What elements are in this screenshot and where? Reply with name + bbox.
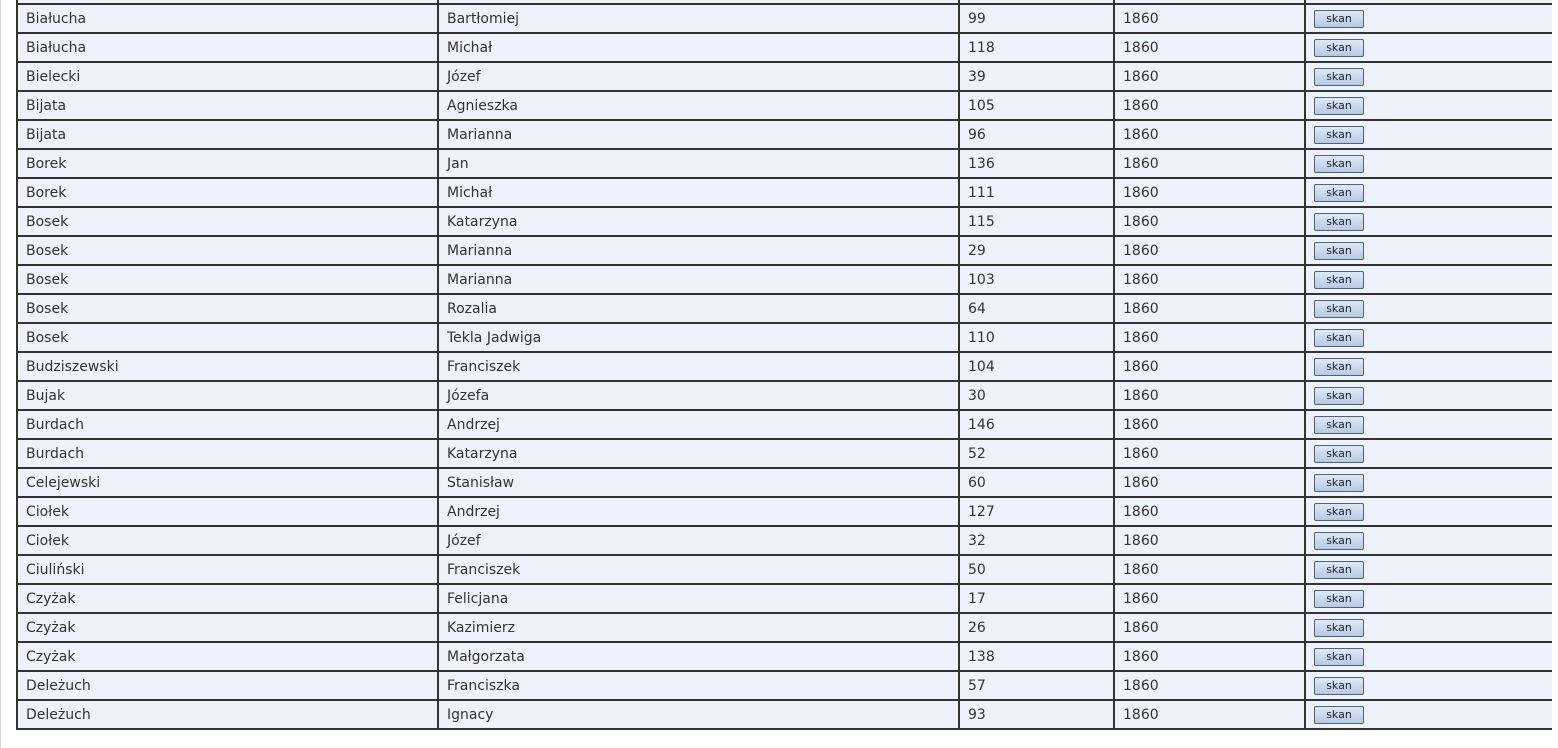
year-cell: [1114, 120, 1305, 149]
table-row: [17, 439, 1554, 468]
given-name-cell: [438, 671, 959, 700]
surname-text: Bielecki: [26, 68, 81, 85]
record-number-cell: [959, 642, 1114, 671]
given-name-text: Bartłomiej: [447, 10, 520, 27]
given-name-cell: [438, 526, 959, 555]
skan-button[interactable]: skan: [1314, 68, 1364, 86]
skan-button[interactable]: skan: [1314, 10, 1364, 28]
year-text: 1860: [1123, 184, 1159, 201]
year-cell: [1114, 352, 1305, 381]
table-row: [17, 265, 1554, 294]
given-name-text: Andrzej: [447, 416, 500, 433]
record-number-text: 30: [968, 387, 986, 404]
record-number-text: 110: [968, 329, 995, 346]
given-name-text: Ignacy: [447, 706, 494, 723]
skan-button[interactable]: skan: [1314, 474, 1364, 492]
year-text: 1860: [1123, 68, 1159, 85]
given-name-cell: [438, 439, 959, 468]
surname-cell: [17, 642, 438, 671]
year-text: 1860: [1123, 242, 1159, 259]
surname-cell: [17, 439, 438, 468]
year-text: 1860: [1123, 387, 1159, 404]
table-row: [17, 700, 1554, 729]
year-cell: [1114, 526, 1305, 555]
surname-cell: [17, 120, 438, 149]
table-row: [17, 149, 1554, 178]
year-text: 1860: [1123, 416, 1159, 433]
record-number-text: 115: [968, 213, 995, 230]
given-name-text: Marianna: [447, 271, 513, 288]
records-table-body: [17, 0, 1554, 729]
surname-cell: [17, 700, 438, 729]
record-number-text: 29: [968, 242, 986, 259]
scan-cell: [1305, 613, 1554, 642]
year-cell: [1114, 381, 1305, 410]
table-row: [17, 584, 1554, 613]
record-number-cell: [959, 207, 1114, 236]
surname-text: Bujak: [26, 387, 66, 404]
skan-button[interactable]: skan: [1314, 445, 1364, 463]
record-number-text: 64: [968, 300, 986, 317]
surname-cell: [17, 33, 438, 62]
given-name-text: Katarzyna: [447, 445, 518, 462]
year-cell: [1114, 468, 1305, 497]
skan-button[interactable]: skan: [1314, 358, 1364, 376]
year-text: 1860: [1123, 561, 1159, 578]
given-name-text: Franciszek: [447, 358, 521, 375]
scan-cell: [1305, 497, 1554, 526]
given-name-text: Michał: [447, 184, 493, 201]
surname-text: Borek: [26, 155, 67, 172]
year-cell: [1114, 265, 1305, 294]
skan-button[interactable]: skan: [1314, 155, 1364, 173]
skan-button[interactable]: skan: [1314, 387, 1364, 405]
scan-cell: [1305, 381, 1554, 410]
record-number-text: 32: [968, 532, 986, 549]
year-cell: [1114, 584, 1305, 613]
surname-text: Deleżuch: [26, 706, 91, 723]
given-name-text: Marianna: [447, 126, 513, 143]
surname-cell: [17, 294, 438, 323]
record-number-cell: [959, 584, 1114, 613]
record-number-cell: [959, 439, 1114, 468]
record-number-cell: [959, 497, 1114, 526]
table-row: [17, 236, 1554, 265]
table-row: [17, 4, 1554, 33]
year-cell: [1114, 700, 1305, 729]
year-text: 1860: [1123, 39, 1159, 56]
record-number-cell: [959, 178, 1114, 207]
record-number-cell: [959, 149, 1114, 178]
given-name-cell: [438, 497, 959, 526]
given-name-text: Kazimierz: [447, 619, 515, 636]
table-row: [17, 294, 1554, 323]
year-text: 1860: [1123, 532, 1159, 549]
skan-button[interactable]: skan: [1314, 242, 1364, 260]
year-cell: [1114, 4, 1305, 33]
surname-cell: [17, 410, 438, 439]
given-name-text: Franciszek: [447, 561, 521, 578]
year-cell: [1114, 497, 1305, 526]
surname-cell: [17, 149, 438, 178]
scan-cell: [1305, 120, 1554, 149]
record-number-text: 99: [968, 10, 986, 27]
year-text: 1860: [1123, 706, 1159, 723]
table-row: [17, 671, 1554, 700]
given-name-cell: [438, 584, 959, 613]
year-text: 1860: [1123, 474, 1159, 491]
record-number-text: 104: [968, 358, 995, 375]
surname-text: Bosek: [26, 329, 69, 346]
surname-text: Białucha: [26, 39, 87, 56]
record-number-cell: [959, 468, 1114, 497]
skan-button[interactable]: skan: [1314, 213, 1364, 231]
table-row: [17, 381, 1554, 410]
surname-cell: [17, 468, 438, 497]
year-text: 1860: [1123, 648, 1159, 665]
records-table: [16, 0, 1555, 730]
record-number-cell: [959, 555, 1114, 584]
record-number-cell: [959, 410, 1114, 439]
record-number-text: 50: [968, 561, 986, 578]
skan-button[interactable]: skan: [1314, 126, 1364, 144]
given-name-cell: [438, 207, 959, 236]
year-cell: [1114, 323, 1305, 352]
record-number-cell: [959, 526, 1114, 555]
given-name-text: Józef: [447, 532, 481, 549]
table-row: [17, 91, 1554, 120]
year-cell: [1114, 555, 1305, 584]
given-name-cell: [438, 700, 959, 729]
record-number-cell: [959, 294, 1114, 323]
year-text: 1860: [1123, 358, 1159, 375]
table-row: [17, 468, 1554, 497]
scan-cell: [1305, 265, 1554, 294]
record-number-cell: [959, 671, 1114, 700]
record-number-text: 127: [968, 503, 995, 520]
surname-cell: [17, 323, 438, 352]
skan-button[interactable]: skan: [1314, 97, 1364, 115]
scan-cell: [1305, 91, 1554, 120]
surname-cell: [17, 207, 438, 236]
year-text: 1860: [1123, 300, 1159, 317]
record-number-text: 118: [968, 39, 995, 56]
given-name-text: Rozalia: [447, 300, 497, 317]
surname-text: Ciołek: [26, 503, 69, 520]
given-name-cell: [438, 323, 959, 352]
table-row: [17, 62, 1554, 91]
surname-text: Ciuliński: [26, 561, 85, 578]
year-text: 1860: [1123, 590, 1159, 607]
surname-text: Czyżak: [26, 590, 76, 607]
surname-text: Czyżak: [26, 648, 76, 665]
given-name-cell: [438, 120, 959, 149]
surname-cell: [17, 265, 438, 294]
record-number-text: 57: [968, 677, 986, 694]
surname-text: Deleżuch: [26, 677, 91, 694]
surname-cell: [17, 526, 438, 555]
record-number-text: 136: [968, 155, 995, 172]
table-row: [17, 33, 1554, 62]
year-text: 1860: [1123, 10, 1159, 27]
surname-cell: [17, 613, 438, 642]
year-cell: [1114, 294, 1305, 323]
given-name-cell: [438, 294, 959, 323]
year-cell: [1114, 410, 1305, 439]
scan-cell: [1305, 207, 1554, 236]
scan-cell: [1305, 526, 1554, 555]
record-number-text: 39: [968, 68, 986, 85]
record-number-text: 17: [968, 590, 986, 607]
given-name-text: Józefa: [447, 387, 490, 404]
year-cell: [1114, 207, 1305, 236]
surname-cell: [17, 555, 438, 584]
record-number-text: 146: [968, 416, 995, 433]
surname-text: Burdach: [26, 416, 85, 433]
scan-cell: [1305, 555, 1554, 584]
skan-button[interactable]: skan: [1314, 532, 1364, 550]
scan-cell: [1305, 584, 1554, 613]
year-text: 1860: [1123, 503, 1159, 520]
surname-cell: [17, 4, 438, 33]
year-cell: [1114, 178, 1305, 207]
surname-text: Bosek: [26, 300, 69, 317]
skan-button[interactable]: skan: [1314, 300, 1364, 318]
year-cell: [1114, 642, 1305, 671]
record-number-cell: [959, 613, 1114, 642]
surname-text: Celejewski: [26, 474, 101, 491]
scan-cell: [1305, 236, 1554, 265]
record-number-cell: [959, 62, 1114, 91]
record-number-cell: [959, 33, 1114, 62]
surname-text: Bosek: [26, 271, 69, 288]
record-number-cell: [959, 4, 1114, 33]
scan-cell: [1305, 671, 1554, 700]
scan-cell: [1305, 62, 1554, 91]
given-name-cell: [438, 352, 959, 381]
table-row: [17, 178, 1554, 207]
given-name-cell: [438, 265, 959, 294]
skan-button[interactable]: skan: [1314, 416, 1364, 434]
year-cell: [1114, 33, 1305, 62]
given-name-cell: [438, 555, 959, 584]
year-text: 1860: [1123, 445, 1159, 462]
given-name-cell: [438, 410, 959, 439]
skan-button[interactable]: skan: [1314, 503, 1364, 521]
scan-cell: [1305, 642, 1554, 671]
given-name-cell: [438, 33, 959, 62]
skan-button[interactable]: skan: [1314, 590, 1364, 608]
record-number-cell: [959, 700, 1114, 729]
year-cell: [1114, 236, 1305, 265]
given-name-cell: [438, 381, 959, 410]
record-number-cell: [959, 236, 1114, 265]
given-name-cell: [438, 613, 959, 642]
year-cell: [1114, 149, 1305, 178]
given-name-cell: [438, 642, 959, 671]
given-name-text: Stanisław: [447, 474, 515, 491]
year-text: 1860: [1123, 619, 1159, 636]
year-cell: [1114, 91, 1305, 120]
given-name-text: Tekla Jadwiga: [447, 329, 542, 346]
right-page-edge: [1552, 0, 1558, 748]
given-name-text: Agnieszka: [447, 97, 518, 114]
scan-cell: [1305, 410, 1554, 439]
scan-cell: [1305, 33, 1554, 62]
record-number-text: 26: [968, 619, 986, 636]
surname-text: Bosek: [26, 213, 69, 230]
given-name-text: Franciszka: [447, 677, 520, 694]
table-row: [17, 207, 1554, 236]
scan-cell: [1305, 352, 1554, 381]
table-row: [17, 352, 1554, 381]
record-number-text: 52: [968, 445, 986, 462]
table-row: [17, 497, 1554, 526]
given-name-text: Andrzej: [447, 503, 500, 520]
record-number-cell: [959, 323, 1114, 352]
surname-cell: [17, 352, 438, 381]
skan-button[interactable]: skan: [1314, 329, 1364, 347]
left-edge-line: [0, 0, 1, 748]
record-number-cell: [959, 91, 1114, 120]
surname-text: Białucha: [26, 10, 87, 27]
given-name-text: Józef: [447, 68, 481, 85]
given-name-text: Felicjana: [447, 590, 509, 607]
given-name-text: Katarzyna: [447, 213, 518, 230]
surname-cell: [17, 178, 438, 207]
skan-button[interactable]: skan: [1314, 619, 1364, 637]
table-row: [17, 642, 1554, 671]
given-name-cell: [438, 91, 959, 120]
year-text: 1860: [1123, 97, 1159, 114]
given-name-text: Michał: [447, 39, 493, 56]
table-row: [17, 323, 1554, 352]
scan-cell: [1305, 149, 1554, 178]
surname-cell: [17, 497, 438, 526]
given-name-cell: [438, 236, 959, 265]
scan-cell: [1305, 4, 1554, 33]
scan-cell: [1305, 700, 1554, 729]
year-cell: [1114, 671, 1305, 700]
scan-cell: [1305, 439, 1554, 468]
year-cell: [1114, 613, 1305, 642]
surname-cell: [17, 236, 438, 265]
table-row: [17, 526, 1554, 555]
skan-button[interactable]: skan: [1314, 648, 1364, 666]
record-number-cell: [959, 265, 1114, 294]
surname-text: Borek: [26, 184, 67, 201]
scan-cell: [1305, 294, 1554, 323]
surname-text: Bijata: [26, 126, 67, 143]
record-number-cell: [959, 120, 1114, 149]
record-number-cell: [959, 352, 1114, 381]
record-number-text: 96: [968, 126, 986, 143]
surname-text: Burdach: [26, 445, 85, 462]
given-name-text: Małgorzata: [447, 648, 525, 665]
surname-text: Ciołek: [26, 532, 69, 549]
year-cell: [1114, 439, 1305, 468]
given-name-text: Jan: [447, 155, 469, 172]
record-number-text: 93: [968, 706, 986, 723]
given-name-cell: [438, 62, 959, 91]
year-cell: [1114, 62, 1305, 91]
table-row: [17, 120, 1554, 149]
record-number-text: 103: [968, 271, 995, 288]
scan-cell: [1305, 178, 1554, 207]
surname-cell: [17, 91, 438, 120]
surname-cell: [17, 381, 438, 410]
skan-button[interactable]: skan: [1314, 39, 1364, 57]
given-name-cell: [438, 149, 959, 178]
surname-text: Bijata: [26, 97, 67, 114]
skan-button[interactable]: skan: [1314, 561, 1364, 579]
surname-text: Budziszewski: [26, 358, 119, 375]
skan-button[interactable]: skan: [1314, 706, 1364, 724]
year-text: 1860: [1123, 677, 1159, 694]
record-number-cell: [959, 381, 1114, 410]
record-number-text: 60: [968, 474, 986, 491]
given-name-text: Marianna: [447, 242, 513, 259]
surname-cell: [17, 584, 438, 613]
surname-text: Czyżak: [26, 619, 76, 636]
record-number-text: 138: [968, 648, 995, 665]
record-number-text: 111: [968, 184, 995, 201]
year-text: 1860: [1123, 213, 1159, 230]
year-text: 1860: [1123, 329, 1159, 346]
given-name-cell: [438, 178, 959, 207]
table-row: [17, 410, 1554, 439]
scan-cell: [1305, 468, 1554, 497]
year-text: 1860: [1123, 271, 1159, 288]
year-text: 1860: [1123, 155, 1159, 172]
table-row: [17, 555, 1554, 584]
given-name-cell: [438, 468, 959, 497]
year-text: 1860: [1123, 126, 1159, 143]
surname-text: Bosek: [26, 242, 69, 259]
table-row: [17, 613, 1554, 642]
skan-button[interactable]: skan: [1314, 677, 1364, 695]
skan-button[interactable]: skan: [1314, 271, 1364, 289]
record-number-text: 105: [968, 97, 995, 114]
scan-cell: [1305, 323, 1554, 352]
surname-cell: [17, 671, 438, 700]
skan-button[interactable]: skan: [1314, 184, 1364, 202]
given-name-cell: [438, 4, 959, 33]
surname-cell: [17, 62, 438, 91]
